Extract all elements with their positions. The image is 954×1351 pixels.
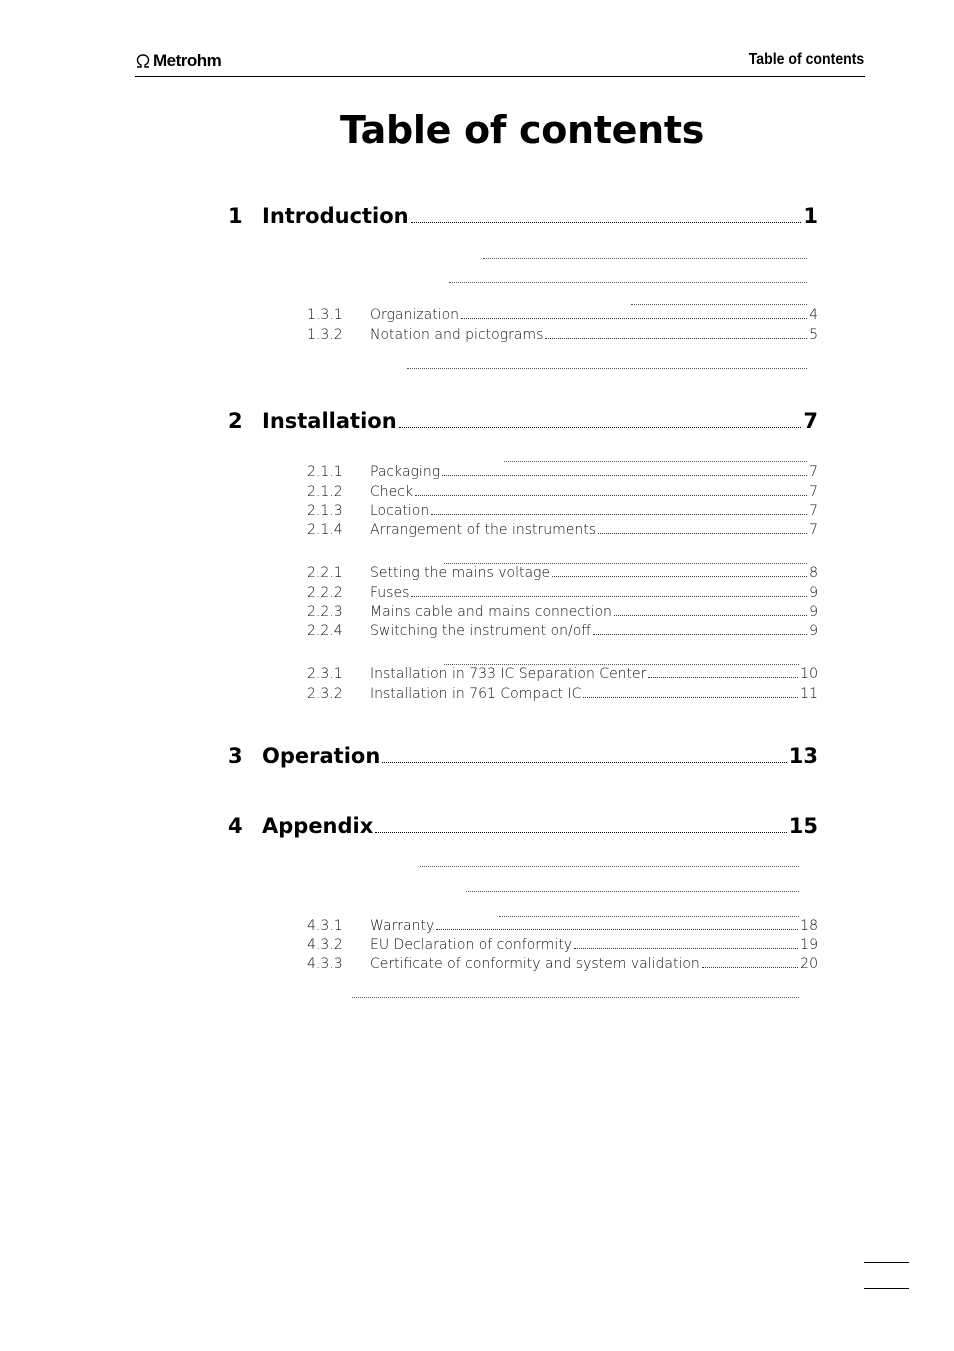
dot-leader [382,761,786,763]
sub-number: 2.2.4 [307,623,343,639]
toc-sub-packaging[interactable] [307,464,818,483]
sub-number: 4.3.3 [307,956,343,972]
sub-label: EU Declaration of conformity [370,937,573,953]
sub-label: Certificate of conformity and system validation [370,956,700,972]
sub-label: Fuses [370,585,410,601]
toc-section-leader [449,266,807,283]
sub-number: 2.2.3 [307,604,343,620]
toc-section-leader [504,445,807,462]
dot-leader [583,696,798,698]
sub-page: 8 [809,565,818,581]
sub-number: 4.3.1 [307,918,343,934]
toc-section-leader [499,900,799,917]
toc-section-leader [466,875,799,892]
toc-sub-notation[interactable] [307,327,818,346]
toc-section-leader [444,547,807,564]
toc-chapter-introduction[interactable] [228,204,818,232]
sub-number: 2.2.1 [307,565,343,581]
dot-leader [598,532,807,534]
sub-page: 20 [800,956,818,972]
toc-section-leader [352,981,799,998]
sub-page: 9 [809,623,818,639]
omega-icon [135,53,151,69]
sub-number: 2.1.3 [307,503,343,519]
sub-number: 2.1.1 [307,464,343,480]
toc-section-leader [631,288,807,305]
toc-section-leader [483,242,807,259]
toc-sub-location[interactable] [307,503,818,522]
sub-number: 1.3.1 [307,307,343,323]
dot-leader [702,966,798,968]
toc-sub-organization[interactable] [307,307,818,326]
toc-sub-mains-voltage[interactable] [307,565,818,584]
chapter-number: 4 [228,814,243,838]
toc-chapter-installation[interactable] [228,409,818,437]
toc-chapter-appendix[interactable] [228,814,818,842]
dot-leader [461,317,807,319]
dot-leader [375,831,786,833]
toc-section-leader [420,850,799,867]
sub-page: 18 [800,918,818,934]
toc-section-leader [407,352,807,369]
toc-sub-check[interactable] [307,484,818,503]
sub-label: Arrangement of the instruments [370,522,597,538]
chapter-page: 15 [788,814,818,838]
sub-page: 7 [809,464,818,480]
toc-sub-install-761[interactable] [307,686,818,705]
chapter-label: Installation [262,409,397,433]
chapter-number: 1 [228,204,243,228]
sub-page: 4 [809,307,818,323]
sub-page: 5 [809,327,818,343]
toc-chapter-operation[interactable] [228,744,818,772]
dot-leader [552,575,807,577]
toc-sub-install-733[interactable] [307,666,818,685]
toc-sub-arrangement[interactable] [307,522,818,541]
sub-label: Mains cable and mains connection [370,604,612,620]
sub-page: 9 [809,585,818,601]
toc-sub-certificate[interactable] [307,956,818,975]
dot-leader [436,928,798,930]
toc-section-leader [444,648,799,665]
sub-page: 11 [800,686,818,702]
metrohm-logo [135,51,221,71]
dot-leader [614,614,807,616]
dot-leader [442,474,807,476]
dot-leader [545,337,807,339]
chapter-number: 3 [228,744,243,768]
sub-number: 2.1.4 [307,522,343,538]
toc-sub-eu-declaration[interactable] [307,937,818,956]
chapter-label: Appendix [262,814,374,838]
sub-number: 1.3.2 [307,327,343,343]
page-number-rule-bottom [864,1288,909,1289]
dot-leader [593,633,807,635]
sub-page: 7 [809,522,818,538]
dot-leader [415,494,807,496]
sub-label: Setting the mains voltage [370,565,551,581]
sub-label: Packaging [370,464,441,480]
sub-label: Check [370,484,414,500]
toc-sub-fuses[interactable] [307,585,818,604]
dot-leader [431,513,807,515]
dot-leader [399,426,802,428]
logo-text: Metrohm [153,51,222,70]
sub-number: 2.3.2 [307,686,343,702]
sub-label: Location [370,503,430,519]
sub-number: 2.1.2 [307,484,343,500]
dot-leader [648,676,798,678]
sub-page: 7 [809,503,818,519]
sub-number: 2.2.2 [307,585,343,601]
sub-page: 19 [800,937,818,953]
sub-page: 7 [809,484,818,500]
page-header [135,48,865,77]
sub-label: Installation in 733 IC Separation Center [370,666,647,682]
chapter-page: 7 [803,409,818,433]
toc-sub-switching[interactable] [307,623,818,642]
sub-label: Organization [370,307,460,323]
chapter-page: 13 [788,744,818,768]
header-title: Table of contents [748,51,864,68]
sub-label: Installation in 761 Compact IC [370,686,582,702]
sub-number: 4.3.2 [307,937,343,953]
sub-label: Notation and pictograms [370,327,544,343]
dot-leader [574,947,798,949]
toc-sub-warranty[interactable] [307,918,818,937]
sub-number: 2.3.1 [307,666,343,682]
sub-label: Warranty [370,918,435,934]
sub-page: 9 [809,604,818,620]
dot-leader [411,221,802,223]
toc-sub-mains-cable[interactable] [307,604,818,623]
chapter-page: 1 [803,204,818,228]
page-title: Table of contents [339,108,705,152]
page-number-rule-top [864,1262,909,1263]
sub-label: Switching the instrument on/off [370,623,591,639]
dot-leader [411,595,807,597]
chapter-label: Operation [262,744,381,768]
sub-page: 10 [800,666,818,682]
chapter-number: 2 [228,409,243,433]
chapter-label: Introduction [262,204,409,228]
